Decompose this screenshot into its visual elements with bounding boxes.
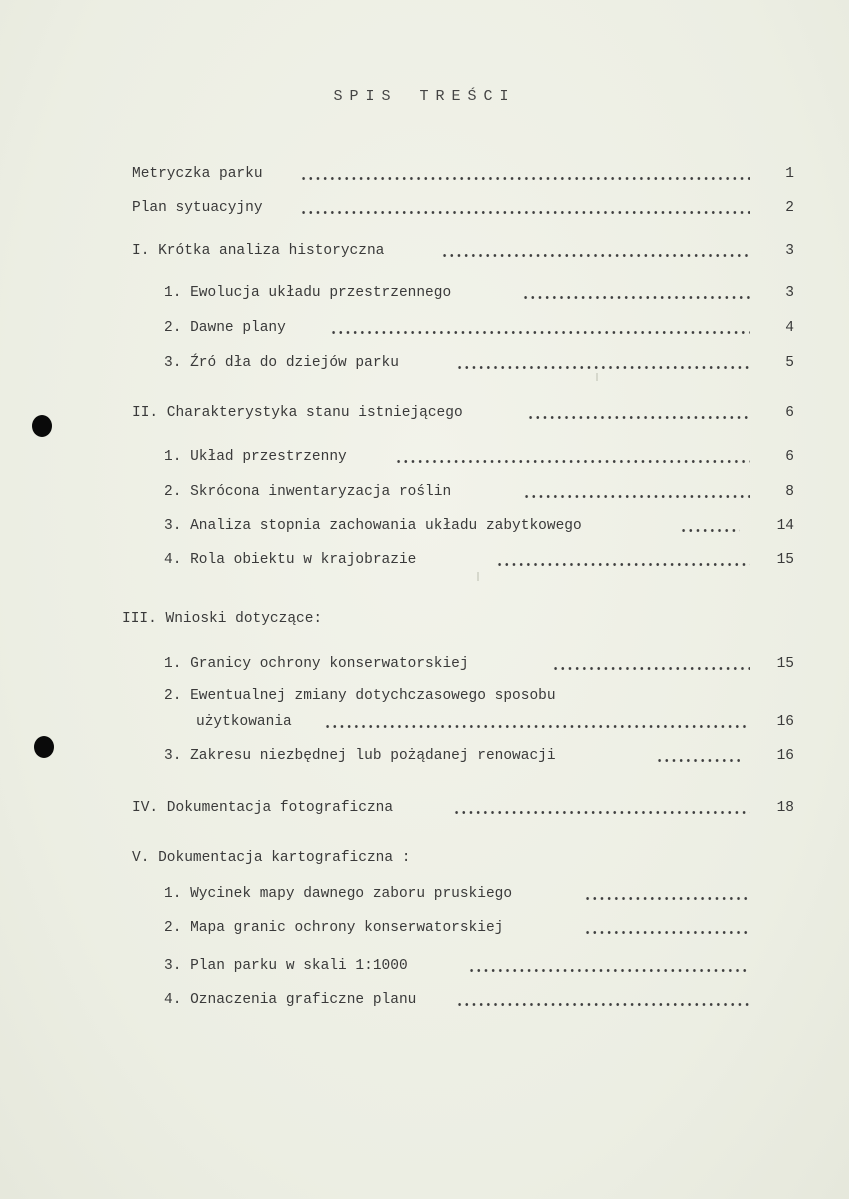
- toc-entry[interactable]: [0, 748, 849, 770]
- toc-entry-label: 3. Analiza stopnia zachowania układu zabytkowego: [164, 518, 582, 534]
- toc-entry-continuation[interactable]: [0, 714, 849, 736]
- toc-entry[interactable]: [0, 958, 849, 980]
- toc-leader-dots: [468, 969, 750, 972]
- toc-entry-label: 2. Ewentualnej zmiany dotychczasowego sposobu: [164, 688, 556, 704]
- toc-entry-page: 15: [776, 656, 794, 672]
- toc-leader-dots: [395, 460, 750, 463]
- toc-leader-dots: [523, 495, 750, 498]
- toc-leader-dots: [300, 211, 750, 214]
- toc-leader-dots: [522, 296, 750, 299]
- toc-entry[interactable]: [0, 166, 849, 188]
- toc-entry-page: 1: [785, 166, 794, 182]
- toc-entry-page: 4: [785, 320, 794, 336]
- toc-section-heading[interactable]: [0, 243, 849, 265]
- toc-entry-label: I. Krótka analiza historyczna: [132, 243, 385, 259]
- toc-leader-dots: [680, 529, 740, 532]
- toc-entry-label: 1. Ewolucja układu przestrzennego: [164, 285, 452, 301]
- toc-entry-label: 4. Oznaczenia graficzne planu: [164, 992, 417, 1008]
- toc-section-heading[interactable]: [0, 405, 849, 427]
- toc-entry-label: 3. Źró dła do dziejów parku: [164, 355, 399, 371]
- title-word-2: TREŚCI: [419, 88, 516, 105]
- toc-entry-label: 3. Plan parku w skali 1:1000: [164, 958, 408, 974]
- toc-entry-label: Plan sytuacyjny: [132, 200, 263, 216]
- toc-entry-page: 15: [776, 552, 794, 568]
- toc-entry[interactable]: [0, 992, 849, 1014]
- toc-leader-dots: [441, 254, 750, 257]
- toc-entry-label: 1. Wycinek mapy dawnego zaboru pruskiego: [164, 886, 513, 902]
- toc-entry[interactable]: [0, 518, 849, 540]
- toc-entry-page: 16: [776, 714, 794, 730]
- toc-leader-dots: [552, 667, 750, 670]
- toc-entry-label: 1. Układ przestrzenny: [164, 449, 347, 465]
- page-title: [0, 88, 849, 105]
- toc-entry-label: 2. Dawne plany: [164, 320, 286, 336]
- toc-entry-label: IV. Dokumentacja fotograficzna: [132, 800, 394, 816]
- toc-leader-dots: [527, 416, 750, 419]
- toc-entry-label: II. Charakterystyka stanu istniejącego: [132, 405, 463, 421]
- toc-entry[interactable]: [0, 920, 849, 942]
- toc-entry-label: Metryczka parku: [132, 166, 263, 182]
- toc-leader-dots: [300, 177, 750, 180]
- toc-leader-dots: [584, 897, 750, 900]
- toc-entry-page: 5: [785, 355, 794, 371]
- toc-entry-page: 18: [776, 800, 794, 816]
- toc-entry[interactable]: [0, 355, 849, 377]
- toc-entry-label: 2. Skrócona inwentaryzacja roślin: [164, 484, 452, 500]
- toc-leader-dots: [656, 759, 740, 762]
- toc-entry[interactable]: [0, 320, 849, 342]
- toc-entry[interactable]: [0, 886, 849, 908]
- toc-entry[interactable]: [0, 688, 849, 710]
- title-word-1: SPIS: [333, 88, 398, 105]
- toc-leader-dots: [496, 563, 750, 566]
- toc-entry-label: 1. Granicy ochrony konserwatorskiej: [164, 656, 469, 672]
- toc-entry-label: 2. Mapa granic ochrony konserwatorskiej: [164, 920, 504, 936]
- toc-entry-page: 8: [785, 484, 794, 500]
- toc-entry-page: 2: [785, 200, 794, 216]
- toc-entry[interactable]: [0, 285, 849, 307]
- toc-leader-dots: [456, 366, 750, 369]
- toc-entry-page: 3: [785, 285, 794, 301]
- toc-entry[interactable]: [0, 200, 849, 222]
- toc-entry-page: 14: [776, 518, 794, 534]
- toc-entry[interactable]: [0, 449, 849, 471]
- toc-entry-label: III. Wnioski dotyczące:: [122, 611, 323, 627]
- toc-leader-dots: [324, 725, 750, 728]
- toc-entry-page: 6: [785, 449, 794, 465]
- toc-entry[interactable]: [0, 552, 849, 574]
- toc-entry-label: 3. Zakresu niezbędnej lub pożądanej renowacji: [164, 748, 556, 764]
- toc-leader-dots: [453, 811, 750, 814]
- toc-entry-label: 4. Rola obiektu w krajobrazie: [164, 552, 417, 568]
- toc-entry-label: użytkowania: [196, 714, 292, 730]
- toc-section-heading[interactable]: [0, 800, 849, 822]
- toc-section-heading[interactable]: [0, 850, 849, 872]
- toc-entry-page: 6: [785, 405, 794, 421]
- toc-section-heading[interactable]: [0, 611, 849, 633]
- toc-entry-page: 3: [785, 243, 794, 259]
- toc-entry-label: V. Dokumentacja kartograficzna :: [132, 850, 411, 866]
- toc-leader-dots: [584, 931, 750, 934]
- toc-leader-dots: [456, 1003, 750, 1006]
- toc-entry[interactable]: [0, 656, 849, 678]
- toc-entry-page: 16: [776, 748, 794, 764]
- toc-entry[interactable]: [0, 484, 849, 506]
- toc-leader-dots: [330, 331, 750, 334]
